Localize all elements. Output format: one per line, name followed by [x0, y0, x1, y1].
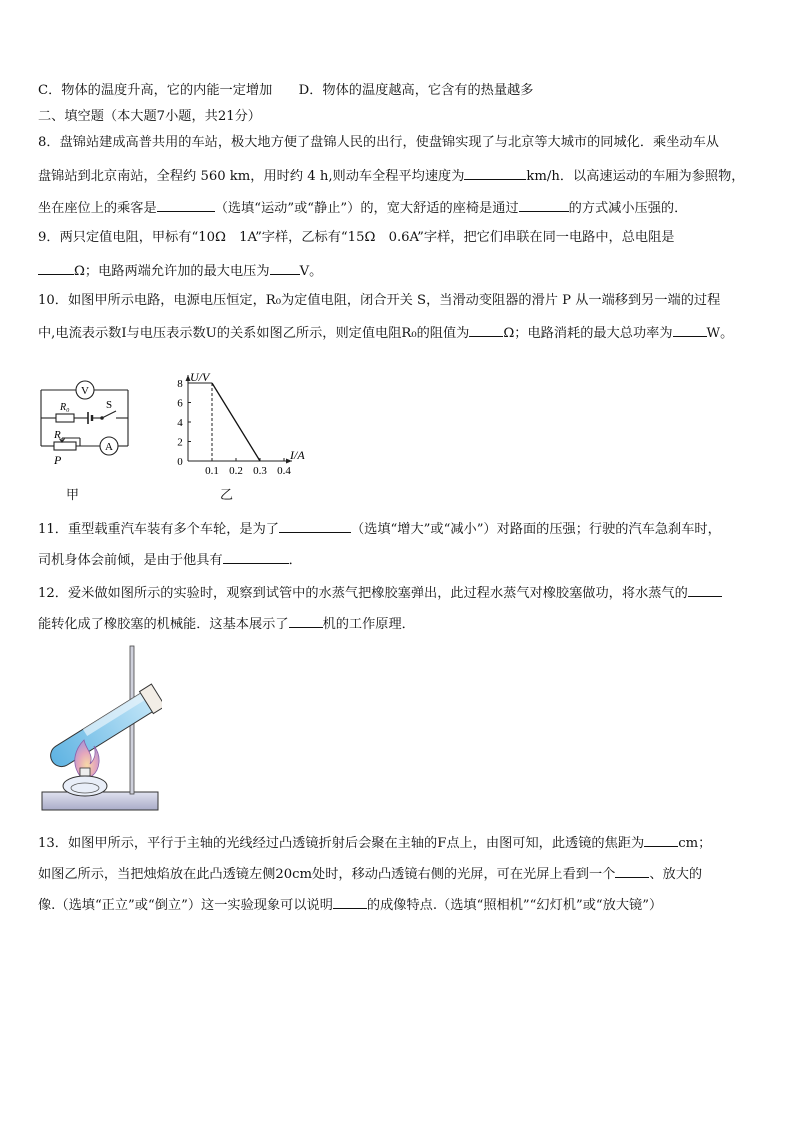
y-tick-label: 8	[177, 378, 183, 390]
q8-text: 盘锦站到北京南站，全程约 560 km，用时约 4 h,则动车全程平均速度为	[38, 169, 465, 184]
q13-line3	[38, 895, 662, 915]
answer-blank	[519, 198, 569, 212]
section-heading: 二、填空题（本大题7小题，共21分）	[38, 109, 261, 124]
ammeter-label: A	[105, 441, 113, 453]
q11-text: （选填“增大”或“减小”）对路面的压强；行驶的汽车急刹车时，	[350, 522, 721, 537]
answer-blank	[464, 166, 526, 180]
rheostat-label: R	[54, 429, 61, 441]
circuit-caption: 甲	[66, 488, 80, 503]
q10-text: Ω；电路消耗的最大总功率为	[503, 326, 673, 341]
data-line	[212, 383, 260, 461]
y-tick-label: 6	[177, 397, 183, 410]
q8-text: km/h．以高速运动的车厢为参照物，	[526, 169, 745, 184]
test-tube	[45, 684, 162, 772]
answer-blank	[279, 519, 351, 533]
q13-text: 、放大的	[649, 867, 703, 882]
answer-blank	[469, 323, 503, 337]
q8-text: （选填“运动”或“静止”）的，宽大舒适的座椅是通过	[214, 201, 519, 216]
answer-blank	[223, 550, 289, 564]
q12-text: 12．爱米做如图所示的实验时，观察到试管中的水蒸气把橡胶塞弹出，此过程水蒸气对橡胶塞做功，将水蒸气的	[38, 586, 688, 601]
answer-blank	[673, 323, 707, 337]
q12-text: 能转化成了橡胶塞的机械能．这基本展示了	[38, 617, 289, 632]
q13-line1	[38, 833, 711, 853]
q10-text: 中,电流表示数I与电压表示数U的关系如图乙所示，则定值电阻R₀的阻值为	[38, 326, 470, 341]
answer-blank	[289, 614, 323, 628]
q13-text: 像.（选填“正立”或“倒立”）这一实验现象可以说明	[38, 898, 333, 913]
q11-line1	[38, 519, 721, 539]
ui-graph	[166, 366, 316, 478]
q8-text: 的方式减小压强的．	[568, 201, 688, 216]
x-tick-label: 0.1	[205, 465, 219, 477]
r0-label: R₀	[60, 402, 70, 413]
stand-base	[42, 792, 158, 810]
q11-text: 11．重型载重汽车装有多个车轮，是为了	[38, 522, 279, 537]
q13-text: 13．如图甲所示，平行于主轴的光线经过凸透镜折射后会聚在主轴的F点上，由图可知，此透镜的焦距为	[38, 836, 645, 851]
y-tick-label: 4	[177, 417, 183, 429]
q8-line2	[38, 166, 744, 186]
q10-text: W。	[706, 326, 734, 341]
voltmeter-label: V	[81, 385, 89, 397]
y-axis-label: U/V	[190, 370, 210, 384]
answer-blank	[38, 261, 74, 275]
q12-line1	[38, 583, 722, 603]
slider-label: P	[54, 453, 62, 467]
q11-text: 司机身体会前倾，是由于他具有	[38, 553, 223, 568]
test-tube-apparatus	[40, 644, 162, 814]
q8-line1: 8．盘锦站建成高普共用的车站，极大地方便了盘锦人民的出行，使盘锦实现了与北京等大城市的同城化．乘坐动车从	[38, 135, 719, 150]
answer-blank	[644, 833, 678, 847]
q13-text: 的成像特点.（选填“照相机”“幻灯机”或“放大镜”）	[366, 898, 663, 913]
q10-line2	[38, 323, 733, 343]
q12-text: 机的工作原理．	[322, 617, 415, 632]
q13-text: 如图乙所示，当把烛焰放在此凸透镜左侧20cm处时，移动凸透镜右侧的光屏，可在光屏上看到一个	[38, 867, 616, 882]
origin-label: 0	[177, 456, 183, 468]
x-tick-label: 0.3	[253, 465, 267, 477]
q13-text: cm；	[678, 836, 712, 851]
y-tick-label: 2	[177, 436, 183, 449]
answer-blank	[270, 261, 300, 275]
q11-line2	[38, 550, 302, 570]
q12-line2	[38, 614, 415, 634]
q7-options: C．物体的温度升高，它的内能一定增加 D．物体的温度越高，它含有的热量越多	[38, 83, 534, 98]
switch-label: S	[106, 399, 113, 411]
q9-line2	[38, 261, 322, 281]
x-tick-label: 0.4	[277, 465, 291, 477]
circuit-diagram	[36, 372, 136, 468]
q8-text: 坐在座位上的乘客是	[38, 201, 157, 216]
q9-text: Ω；电路两端允许加的最大电压为	[74, 264, 270, 279]
q10-line1: 10．如图甲所示电路，电源电压恒定，R₀为定值电阻，闭合开关 S，当滑动变阻器的滑片 P 从一端移到另一端的过程	[38, 293, 721, 308]
q8-line3	[38, 198, 687, 218]
answer-blank	[688, 583, 722, 597]
q13-line2	[38, 864, 702, 884]
answer-blank	[157, 198, 215, 212]
q11-text: ．	[288, 553, 302, 568]
q9-text: V。	[299, 264, 323, 279]
answer-blank	[615, 864, 649, 878]
x-tick-label: 0.2	[229, 465, 243, 477]
q9-line1: 9．两只定值电阻，甲标有“10Ω 1A”字样，乙标有“15Ω 0.6A”字样，把它们串联在同一电路中，总电阻是	[38, 230, 675, 245]
graph-caption: 乙	[220, 488, 234, 503]
x-axis-label: I/A	[290, 448, 305, 462]
answer-blank	[333, 895, 367, 909]
